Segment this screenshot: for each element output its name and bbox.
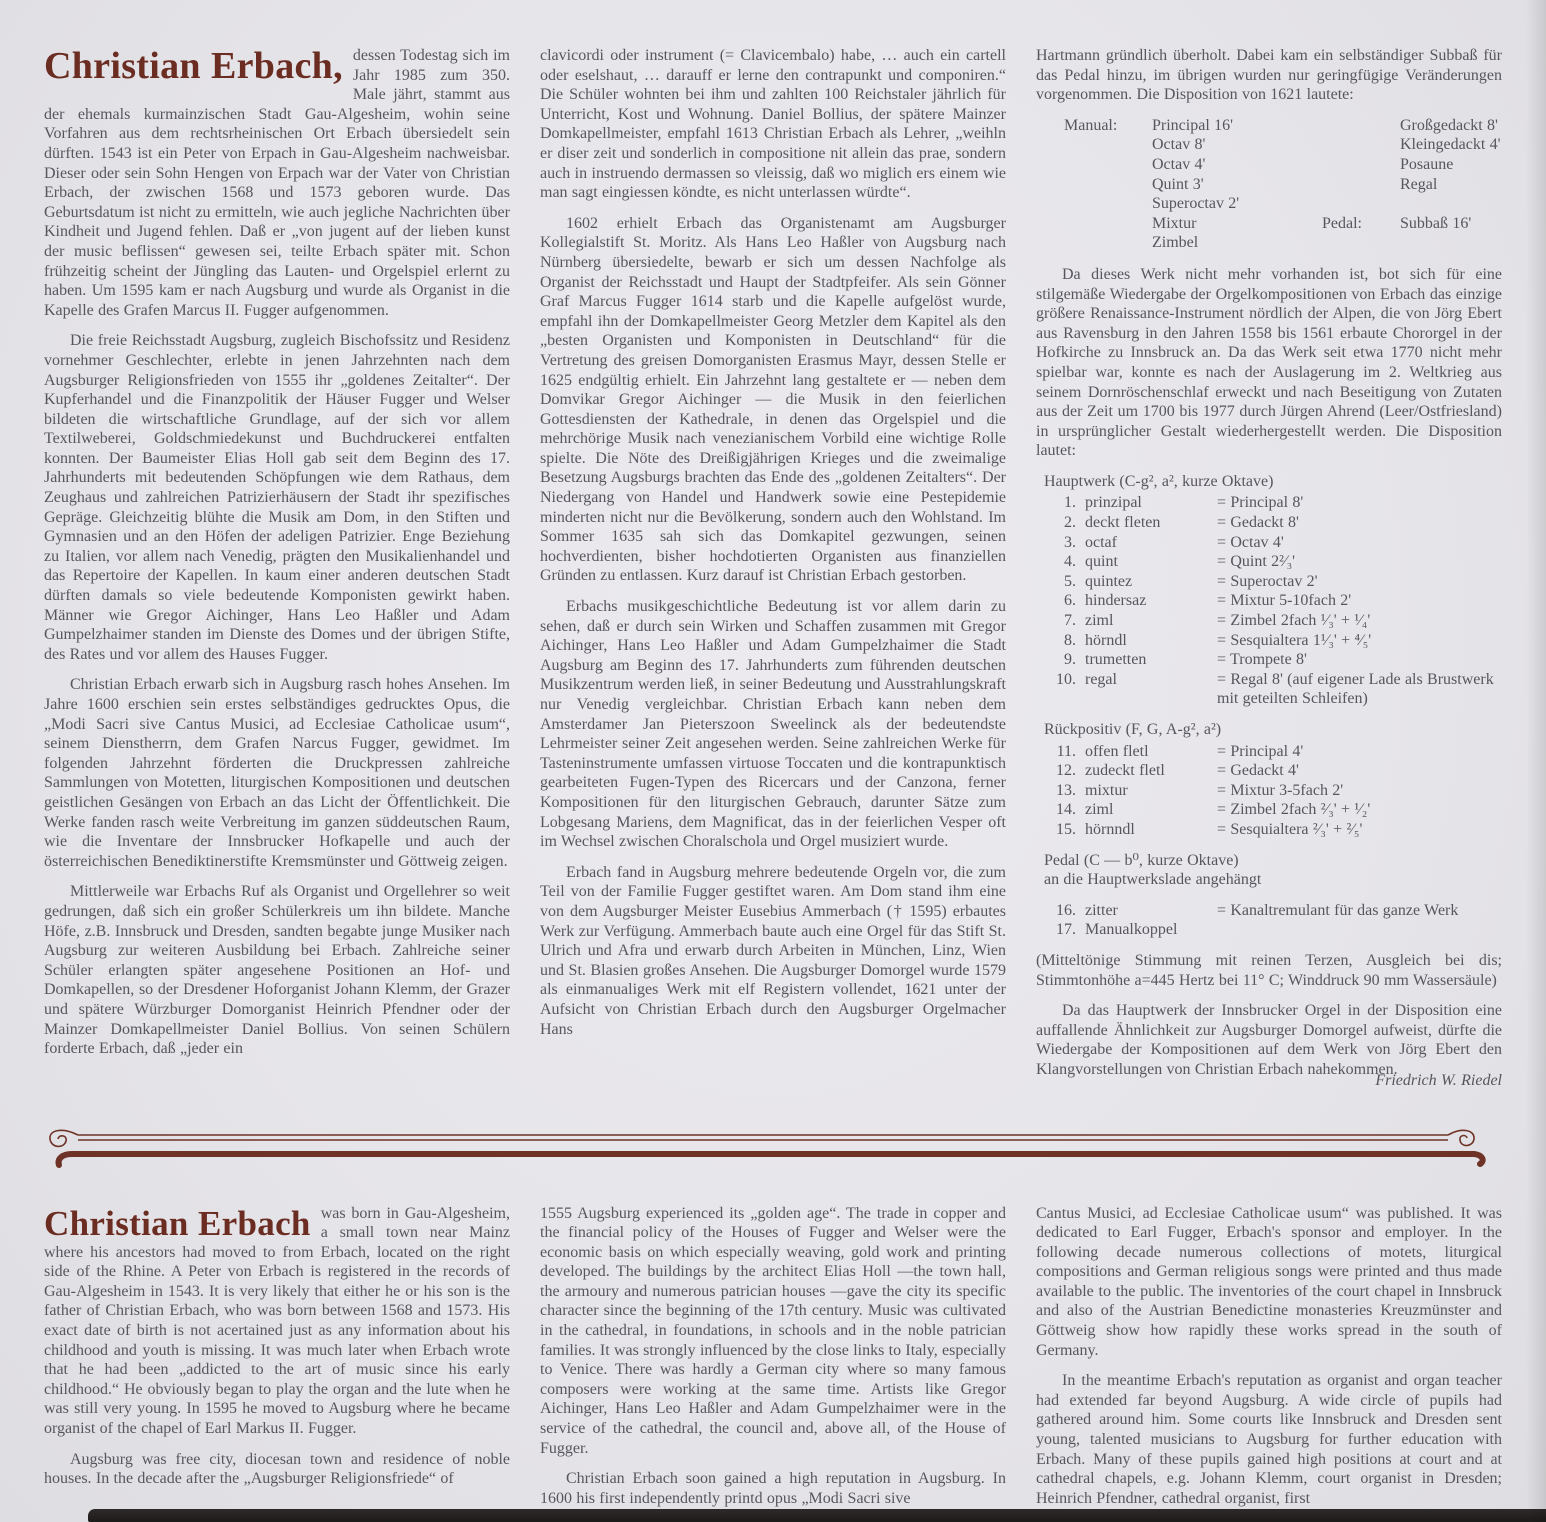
stop-row (1036, 493, 1502, 513)
stop-number: 2. (1064, 514, 1076, 532)
stop-name: hörnndl (1085, 820, 1135, 838)
manual-stop: Großgedackt 8' (1400, 116, 1498, 134)
german-col1-paragraph-2: Die freie Reichsstadt Augsburg, zugleich Bischofssitz und Residenz vornehmer Geschlechter, erlebte in jenen Jahrzehnten nach dem Augsburger Religionsfrieden von 1555 ihr „goldenes Zeitalter“. Der Kupferhandel und die Finanzpolitik der Häuser Fugger und Welser bildeten die wirtschaftliche Grundlage, auf der sich vor allem Textilweberei, Goldschmiedekunst und Buchdruckerei entfalten konnten. Der Baumeister Elias Holl gab seit dem Beginn des 17. Jahrhunderts mit bedeutenden Schöpfungen wie dem Rathaus, dem Zeughaus und zahlreichen Patrizierhäusern der Stadt ihr spezifisches Gepräge. Gleichzeitig blühte die Musik am Dom, in den Stiften und Gymnasien und an den Höfen der adeligen Patrizier. Enge Beziehung zu Italien, vor allem nach Venedig, prägten den Musikalienhandel und das Repertoire der Kapellen. In kaum einer anderen deutschen Stadt dürften damals so viele bedeutende Komponisten gewirkt haben. Männer wie Gregor Aichinger, Hans Leo Haßler und Adam Gumpelzhaimer standen im Dienste des Domes und der übrigen Stifte, des Rates und vor allem des Hauses Fugger. (44, 332, 510, 663)
stop-name: ziml (1085, 801, 1114, 819)
stop-name: hindersaz (1085, 592, 1147, 610)
stop-name: zudeckt fletl (1085, 762, 1165, 780)
manual-stop: Octav 4' (1152, 155, 1206, 173)
manual-stop: Quint 3' (1152, 175, 1204, 193)
manual-stop: Subbaß 16' (1400, 214, 1472, 232)
stop-equivalent: = Zimbel 2fach ²⁄₃' + ¹⁄₂' (1217, 801, 1371, 819)
manual-stop: Octav 8' (1152, 136, 1206, 154)
author-credit: Friedrich W. Riedel (1375, 1071, 1502, 1089)
stop-number: 3. (1064, 533, 1076, 551)
stop-name: prinzipal (1085, 494, 1142, 512)
stop-name: hörndl (1085, 631, 1127, 649)
sleeve-bottom-edge (88, 1509, 1546, 1522)
stop-row (1036, 920, 1502, 940)
tremulant-and-coupler-rows (1036, 901, 1502, 940)
stop-number: 4. (1064, 553, 1076, 571)
stop-name: deckt fleten (1085, 514, 1161, 532)
stop-row (1036, 742, 1502, 762)
pedal-label: Pedal: (1322, 214, 1362, 232)
stop-name: ziml (1085, 612, 1114, 630)
stop-name: quint (1085, 553, 1118, 571)
manual-stop: Regal (1400, 175, 1438, 193)
english-column-2 (540, 1204, 1006, 1520)
stop-equivalent: = Sesquialtera 1¹⁄₃' + ⁴⁄₅' (1217, 631, 1372, 649)
stop-row (1036, 670, 1502, 709)
manual-label (1064, 135, 1152, 155)
manual-label (1064, 214, 1152, 234)
stop-equivalent: = Regal 8' (auf eigener Lade als Brustwerk mit geteilten Schleifen) (1217, 670, 1494, 708)
stop-row (1036, 781, 1502, 801)
disposition-1621-table (1036, 116, 1502, 253)
pedal-label (1322, 135, 1400, 155)
manual-label (1064, 175, 1152, 195)
manual-label (1064, 194, 1152, 214)
german-col2-paragraph-2: 1602 erhielt Erbach das Organistenamt am Augsburger Kollegialstift St. Moritz. Als Hans Leo Haßler von Augsburg nach Nürnberg übersiedelte, bewarb er sich um dessen Nachfolge als Organist der Reichsstadt und Haupt der Stadtpfeifer. Als sein Gönner Graf Marcus Fugger 1614 starb und die Kapelle aufgelöst wurde, empfahl ihn der Domkapellmeister Georg Metzler dem Kapitel als den „besten Organisten und Komponisten in Deutschland“ für die Vertretung des greisen Domorganisten Erasmus Mayr, dessen Stelle er 1625 endgültig erhielt. Ein Jahrzehnt lang gestaltete er — neben dem Domvikar Gregor Aichinger — die Musik in den feierlichen Gottesdiensten der Kathedrale, in denen das Orgelspiel und die mehrchörige Musik nach venezianischem Vorbild eine wichtige Rolle spielte. Die Nöte des Dreißigjährigen Krieges und die zweimalige Besetzung Augsburgs brachten das Ende des „goldenen Zeitalters“. Der Niedergang von Handel und Handwerk sowie eine Pestepidemie minderten nicht nur die Bevölkerung, sondern auch den Wohlstand. Im Sommer 1635 sah sich das Domkapitel gezwungen, seinen hochverdienten, bisher hochdotierten Organisten aus finanziellen Gründen zu entlassen. Kurz darauf ist Christian Erbach gestorben. (540, 214, 1006, 585)
english-title: Christian Erbach (44, 1203, 311, 1243)
stop-equivalent: = Quint 2²⁄₃' (1217, 553, 1296, 571)
stop-name: trumetten (1085, 651, 1147, 669)
german-col3-paragraph-3: Da das Hauptwerk der Innsbrucker Orgel in der Disposition eine auffallende Ähnlichkeit zur Augsburger Domorgel aufweist, dürfte die Wiedergabe der Kompositionen auf dem Werk von Jörg Ebert den Klangvorstellungen von Christian Erbach nahekommen. (1036, 1002, 1502, 1078)
stop-number: 14. (1056, 801, 1076, 819)
stop-row (1036, 820, 1502, 840)
section-divider (0, 1107, 1546, 1194)
stop-number: 16. (1056, 901, 1076, 919)
stop-equivalent: = Superoctav 2' (1217, 572, 1318, 590)
stop-row (1036, 533, 1502, 553)
german-col1-paragraph-4: Mittlerweile war Erbachs Ruf als Organist und Orgellehrer so weit gedrungen, daß sich ein großer Schülerkreis um ihn bildete. Manche Höfe, z.B. Innsbruck und Dresden, sandten begabte junge Musiker nach Augsburg zur weiteren Ausbildung bei Erbach. Zahlreiche seiner Schüler erlangten später angesehene Positionen an Hof- und Domkapellen, so der Dresdener Hoforganist Johann Klemm, der Grazer und spätere Würzburger Domorganist Heinrich Pfendner oder der Mainzer Domkapellmeister Daniel Bollius. Von seinen Schülern forderte Erbach, daß „jeder ein (44, 883, 510, 1058)
stop-equivalent: = Mixtur 3-5fach 2' (1217, 781, 1344, 799)
german-column-1 (44, 46, 510, 1107)
german-title: Christian Erbach, (44, 45, 343, 87)
stop-number: 13. (1056, 781, 1076, 799)
german-column-3 (1036, 46, 1502, 1107)
stop-name: offen fletl (1085, 742, 1149, 760)
stop-number: 10. (1056, 670, 1076, 688)
stop-equivalent: = Gedackt 8' (1217, 514, 1299, 532)
english-col1-paragraph-1: was born in Gau-Algesheim, a small town near Mainz where his ancestors had moved to from Erbach, located on the right side of the Rhine. A Peter von Erbach is registered in the records of Gau-Algesheim in 1543. It is very likely that either he or his son is the father of Christian Erbach, who was born between 1568 and 1573. His exact date of birth is not acertained just as any information about his childhood and youth is missing. It was much later when Erbach wrote that he had been „addicted to the art of music since his early childhood.“ He obviously began to play the organ and the lute when he was still very young. In 1595 he moved to Augsburg where he became organist of the chapel of Earl Markus II. Fugger. (44, 1204, 510, 1438)
rueckpositiv-disposition (1036, 720, 1502, 840)
stop-equivalent: = Principal 8' (1217, 494, 1304, 512)
hauptwerk-disposition (1036, 472, 1502, 709)
german-opening-paragraph (44, 46, 510, 320)
stop-equivalent (1217, 920, 1502, 940)
stop-equivalent: = Kanaltremulant für das ganze Werk (1217, 901, 1459, 919)
stop-name: mixtur (1085, 781, 1128, 799)
stop-number: 17. (1056, 921, 1076, 939)
stop-equivalent: = Trompete 8' (1217, 651, 1307, 669)
manual-stop (1400, 233, 1502, 253)
german-column-2 (540, 46, 1006, 1107)
stop-row (1036, 901, 1502, 921)
stop-equivalent: = Octav 4' (1217, 533, 1284, 551)
stop-row (1036, 611, 1502, 631)
stop-row (1036, 631, 1502, 651)
manual-label: Manual: (1064, 116, 1118, 134)
german-col2-paragraph-3: Erbachs musikgeschichtliche Bedeutung ist vor allem darin zu sehen, daß er durch sein Wirken und Schaffen zusammen mit Gregor Aichinger, Hans Leo Haßler und Adam Gumpelzhaimer die Stadt Augsburg am Beginn des 17. Jahrhunderts zum führenden deutschen Musikzentrum werden ließ, in seiner Bedeutung und Ausstrahlungskraft nur Venedig vergleichbar. Christian Erbach kann neben dem Amsterdamer Jan Pieterszoon Sweelinck als der bedeutendste Lehrmeister seiner Zeit angesehen werden. Seine zahlreichen Werke für Tasteninstrumente umfassen virtuose Toccaten und die kontrapunktisch gearbeiteten Fugen-Typen des Ricercars und der Canzona, ferner Kompositionen für den liturgischen Gebrauch, darunter Sätze zum Lobgesang Mariens, dem Magnificat, das in der feierlichen Vesper oft im Wechsel zwischen Choralschola und Orgel musiziert wurde. (540, 598, 1006, 851)
manual-stop (1400, 194, 1502, 214)
stop-name: Manualkoppel (1085, 921, 1178, 939)
stop-number: 9. (1064, 651, 1076, 669)
english-col2-paragraph-1: 1555 Augsburg experienced its „golden age“. The trade in copper and the financial policy of the Houses of Fugger and Welser were the economic basis on which especially weaving, gold work and printing developed. The buildings by the architect Elias Holl —the town hall, the armoury and numerous patrician houses —gave the city its specific character since the beginning of the 17th century. Music was cultivated in the cathedral, in foundations, in schools and in the noble patrician families. It was strongly influenced by the close links to Italy, especially to Venice. There was hardly a German city where so many famous composers were working at the same time. Artists like Gregor Aichinger, Hans Leo Haßler and Adam Gumpelzhaimer were in the service of the cathedral, the council and, above all, of the House of Fugger. (540, 1204, 1006, 1457)
english-col2-paragraph-2: Christian Erbach soon gained a high reputation in Augsburg. In 1600 his first independently printd opus „Modi Sacri sive (540, 1470, 1006, 1507)
pedal-label (1322, 194, 1400, 214)
german-col3-paragraph-1: Hartmann gründlich überholt. Dabei kam ein selbständiger Subbaß für das Pedal hinzu, im übrigen wurden nur geringfügige Veränderungen vorgenommen. Die Disposition von 1621 lautete: (1036, 47, 1502, 104)
german-col2-paragraph-1: clavicordi oder instrument (= Clavicembalo) habe, … auch ein cartell oder eselshaut, … darauff er lerne den contrapunkt und componiren.“ Die Schüler wohnten bei ihm und zahlten 100 Reichstaler jährlich für Unterricht, Kost und Wohnung. Daniel Bollius, der spätere Mainzer Domkapellmeister, empfahl 1613 Christian Erbach als Lehrer, „weihln er diser zeit und sonderlich in compositione nit allein das prae, sondern auch in instruendo dermassen so vleissig, daß wo miglich ers einem wie man sagt eingiessen köndte, es nicht unterlassen würdte“. (540, 47, 1006, 202)
stop-equivalent: = Sesquialtera ²⁄₃' + ²⁄₅' (1217, 820, 1363, 838)
manual-label (1064, 155, 1152, 175)
manual-stop: Mixtur (1152, 214, 1197, 232)
stop-row (1036, 591, 1502, 611)
pedal-label (1322, 155, 1400, 175)
english-col3-paragraph-1: Cantus Musici, ad Ecclesiae Catholicae usum“ was published. It was dedicated to Earl Fugger, Erbach's sponsor and employer. In the following decade numerous collections of motets, liturgical compositions and German religious songs were printed and thus made available to the public. The inventories of the court chapel in Innsbruck and also of the Austrian Benedictine monasteries Kreuzmünster and Göttweig show how rapidly these works spread in the south of Germany. (1036, 1204, 1502, 1359)
stop-name: regal (1085, 670, 1117, 688)
stop-equivalent: = Principal 4' (1217, 742, 1304, 760)
stop-row (1036, 650, 1502, 670)
english-col3-paragraph-2: In the meantime Erbach's reputation as organist and organ teacher had extended far beyond Augsburg. A wide circle of pupils had gathered around him. Some courts like Innsbruck and Dresden sent young, talented musicians to Augsburg for further education with Erbach. Many of these pupils gained high positions at court and at cathedral chapels, e.g. Johann Klemm, court organist in Dresden; Heinrich Pfendner, cathedral organist, first (1036, 1372, 1502, 1507)
pedal-coupling-line: an die Hauptwerkslade angehängt (1044, 871, 1262, 889)
stop-row (1036, 552, 1502, 572)
pedal-range-line: Pedal (C — b⁰, kurze Oktave) (1044, 851, 1239, 869)
pedal-label (1322, 233, 1400, 253)
english-col1-paragraph-2: Augsburg was free city, diocesan town and residence of noble houses. In the decade after the „Augsburger Religionsfriede“ of (44, 1450, 510, 1488)
stop-name: zitter (1085, 901, 1118, 919)
manual-stop: Kleingedackt 4' (1400, 136, 1501, 154)
german-col2-paragraph-4: Erbach fand in Augsburg mehrere bedeutende Orgeln vor, die zum Teil von der Familie Fugger gestiftet waren. Am Dom stand ihm eine von dem Augsburger Meister Eusebius Ammerbach († 1595) erbautes Werk zur Verfügung. Ammerbach baute auch eine Orgel für das Stift St. Ulrich und Afra und erwarb durch Arbeiten in München, Linz, Wien und St. Blasien großes Ansehen. Die Augsburger Domorgel wurde 1579 als einmanualiges Werk mit elf Registern vollendet, 1621 unter der Aufsicht von Christian Erbach durch den Augsburger Orgelmacher Hans (540, 863, 1006, 1038)
manual-stop: Posaune (1400, 155, 1454, 173)
stop-equivalent: = Zimbel 2fach ¹⁄₃' + ¹⁄₄' (1217, 612, 1371, 630)
stop-row (1036, 761, 1502, 781)
stop-number: 12. (1056, 762, 1076, 780)
stop-number: 8. (1064, 631, 1076, 649)
stop-row (1036, 800, 1502, 820)
section-divider-ornament (42, 1123, 1504, 1169)
manual-stop: Zimbel (1152, 234, 1199, 252)
stop-number: 6. (1064, 592, 1076, 610)
hauptwerk-title: Hauptwerk (C-g², a², kurze Oktave) (1044, 472, 1274, 490)
english-column-1 (44, 1204, 510, 1520)
english-opening-paragraph (44, 1204, 510, 1439)
stop-number: 5. (1064, 572, 1076, 590)
stop-row (1036, 572, 1502, 592)
english-columns (0, 1194, 1546, 1520)
stop-equivalent: = Mixtur 5-10fach 2' (1217, 592, 1352, 610)
tuning-note: (Mitteltönige Stimmung mit reinen Terzen, Ausgleich bei dis; Stimmtonhöhe a=445 Hertz bei 11° C; Winddruck 90 mm Wassersäule) (1036, 951, 1502, 989)
stop-number: 1. (1064, 494, 1076, 512)
manual-label (1064, 233, 1152, 253)
english-column-3 (1036, 1204, 1502, 1520)
stop-number: 11. (1056, 742, 1076, 760)
stop-row (1036, 513, 1502, 533)
pedal-label (1322, 175, 1400, 195)
pedal-label (1322, 116, 1400, 136)
rueckpositiv-title: Rückpositiv (F, G, A-g², a²) (1044, 721, 1222, 738)
german-col3-paragraph-2: Da dieses Werk nicht mehr vorhanden ist, bot sich für eine stilgemäße Wiedergabe der Orgelkompositionen von Erbach das einzige größere Renaissance-Instrument nördlich der Alpen, die von Jörg Ebert aus Ravensburg in den Jahren 1558 bis 1561 erbaute Chororgel in der Hofkirche zu Innsbruck an. Da das Werk seit etwa 1770 nicht mehr spielbar war, konnte es nach der Auslagerung im 2. Weltkrieg aus seinem Dornröschenschlaf erweckt und nach Beseitigung von Zutaten aus der Zeit um 1700 bis 1977 durch Jürgen Ahrend (Leer/Ostfriesland) in ursprünglicher Gestalt wiederhergestellt werden. Die Disposition lautet: (1036, 265, 1502, 460)
stop-number: 7. (1064, 612, 1076, 630)
english-notes-section (0, 1194, 1546, 1520)
pedal-note (1036, 851, 1502, 890)
stop-name: octaf (1085, 533, 1117, 551)
stop-name: quintez (1085, 572, 1133, 590)
stop-equivalent: = Gedackt 4' (1217, 762, 1299, 780)
german-col1-paragraph-3: Christian Erbach erwarb sich in Augsburg rasch hohes Ansehen. Im Jahre 1600 erschien sein erstes selbständiges gedrucktes Opus, die „Modi Sacri sive Cantus Musici, ad Ecclesiae Catholicae usum“, seinem Dienstherrn, dem Grafen Narcus Fugger, gewidmet. Im folgenden Jahrzehnt förderten die Druckpressen zahlreiche Sammlungen von Motetten, liturgischen Kompositionen und deutschen geistlichen Gesängen von Erbach an das Licht der Öffentlichkeit. Die Werke fanden rasch weite Verbreitung im ganzen süddeutschen Raum, wie die Inventare der Innsbrucker Hofkapelle und auch der österreichischen Benediktinerstifte Kremsmünster und Göttweig zeigen. (44, 676, 510, 870)
german-col1-paragraph-1: dessen Todestag sich im Jahr 1985 zum 350. Male jährt, stammt aus der ehemals kurmainzischen Stadt Gau-Algesheim, wohin seine Vorfahren aus dem rechtsrheinischen Ort Erbach übersiedelt sein dürften. 1543 ist ein Peter von Erpach in Gau-Algesheim nachweisbar. Dieser oder sein Sohn Hengen von Erpach war der Vater von Christian Erbach, der zwischen 1568 und 1573 geboren wurde. Das Geburtsdatum ist nicht zu ermitteln, wie auch jegliche Nachrichten über Kindheit und Jugend fehlen. Daß er „von jugent auf der lieben kunst der music beflissen“ gewesen sei, teilte Erbach später mit. Schon frühzeitig scheint der Jüngling das Lauten- und Orgelspiel erlernt zu haben. Um 1595 kam er nach Augsburg und wurde als Organist in die Kapelle des Grafen Marcus II. Fugger aufgenommen. (44, 47, 510, 319)
stop-number: 15. (1056, 820, 1076, 838)
manual-stop: Principal 16' (1152, 116, 1233, 134)
manual-stop: Superoctav 2' (1152, 195, 1240, 213)
